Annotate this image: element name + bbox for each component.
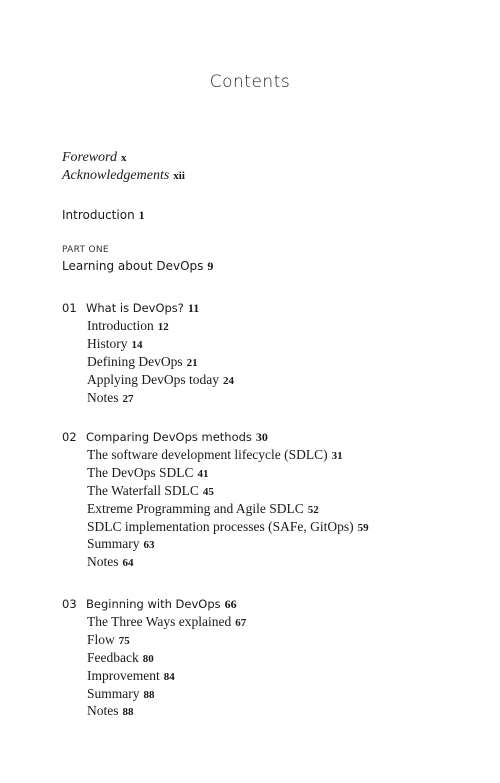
section-title: Extreme Programming and Agile SDLC (87, 500, 304, 516)
section-entry[interactable] (62, 371, 462, 389)
section-title: Feedback (87, 649, 139, 665)
chapter-title: Beginning with DevOps (86, 597, 221, 611)
toc-entry-introduction[interactable] (62, 208, 145, 223)
chapter-heading[interactable] (62, 596, 462, 613)
toc-entry-page: 9 (207, 259, 214, 273)
part-label: PART ONE (62, 245, 109, 255)
page-title: Contents (209, 72, 291, 92)
section-title: Notes (87, 554, 119, 570)
section-title: Notes (87, 389, 119, 405)
toc-entry-page: xii (173, 170, 185, 182)
section-title: Summary (87, 685, 140, 701)
section-title: SDLC implementation processes (SAFe, GitOps) (87, 518, 354, 534)
toc-entry-page: 66 (224, 597, 237, 611)
section-title: Defining DevOps (87, 353, 183, 369)
section-title: Introduction (87, 318, 154, 333)
section-entry[interactable] (62, 702, 462, 720)
chapter-title: What is DevOps? (86, 301, 184, 315)
section-entry[interactable] (62, 335, 462, 353)
section-page: 12 (157, 321, 169, 333)
section-title: Summary (87, 536, 140, 552)
part-title[interactable] (62, 259, 213, 274)
section-entry[interactable] (62, 649, 462, 667)
section-entry[interactable] (62, 317, 462, 335)
chapter-03 (62, 596, 462, 720)
section-entry[interactable] (62, 613, 462, 631)
section-page: 27 (122, 392, 134, 405)
section-page: 21 (186, 356, 198, 369)
chapter-02 (62, 429, 462, 571)
section-page: 88 (143, 688, 155, 701)
section-title: Improvement (87, 667, 160, 683)
section-entry[interactable] (62, 667, 462, 685)
section-page: 24 (223, 374, 234, 387)
toc-entry-page: 1 (138, 208, 145, 222)
section-page: 14 (131, 338, 143, 351)
section-entry[interactable] (62, 553, 462, 571)
section-page: 31 (331, 450, 343, 462)
section-entry[interactable] (62, 535, 462, 553)
section-title: History (87, 335, 128, 351)
section-entry[interactable] (62, 685, 462, 703)
section-page: 64 (122, 557, 134, 570)
toc-entry-title: Acknowledgements (62, 168, 170, 183)
toc-entry-foreword[interactable] (62, 149, 126, 167)
part-title-text: Learning about DevOps (62, 259, 204, 273)
toc-entry-title: Introduction (62, 208, 135, 222)
chapter-number: 02 (62, 430, 77, 444)
section-title: The Waterfall SDLC (87, 482, 199, 498)
toc-entry-title: Foreword (62, 150, 117, 165)
section-title: The Three Ways explained (87, 614, 232, 629)
section-entry[interactable] (62, 518, 462, 536)
section-page: 88 (122, 706, 134, 719)
section-title: Flow (87, 631, 115, 647)
chapter-title: Comparing DevOps methods (86, 430, 252, 444)
toc-entry-acknowledgements[interactable] (62, 167, 185, 185)
toc-entry-page: x (120, 152, 127, 164)
chapter-number: 01 (62, 301, 77, 315)
section-page: 67 (235, 617, 247, 629)
section-page: 84 (163, 670, 175, 683)
chapter-01 (62, 300, 462, 406)
section-entry[interactable] (62, 482, 462, 500)
chapter-heading[interactable] (62, 300, 462, 317)
chapter-heading[interactable] (62, 429, 462, 446)
section-title: Applying DevOps today (87, 371, 219, 387)
section-title: The DevOps SDLC (87, 464, 194, 480)
toc-entry-page: 11 (187, 301, 200, 315)
section-page: 75 (118, 634, 130, 647)
chapter-number: 03 (62, 597, 77, 611)
section-title: The software development lifecycle (SDLC) (87, 447, 328, 462)
section-page: 41 (197, 467, 209, 480)
section-page: 80 (142, 652, 154, 665)
section-entry[interactable] (62, 353, 462, 371)
section-page: 59 (357, 521, 369, 534)
section-entry[interactable] (62, 446, 462, 464)
toc-entry-page: 30 (255, 430, 268, 444)
section-entry[interactable] (62, 464, 462, 482)
section-page: 45 (202, 485, 214, 498)
section-entry[interactable] (62, 389, 462, 407)
section-page: 52 (307, 503, 319, 516)
section-entry[interactable] (62, 631, 462, 649)
section-entry[interactable] (62, 500, 462, 518)
section-title: Notes (87, 703, 119, 719)
section-page: 63 (143, 539, 155, 552)
